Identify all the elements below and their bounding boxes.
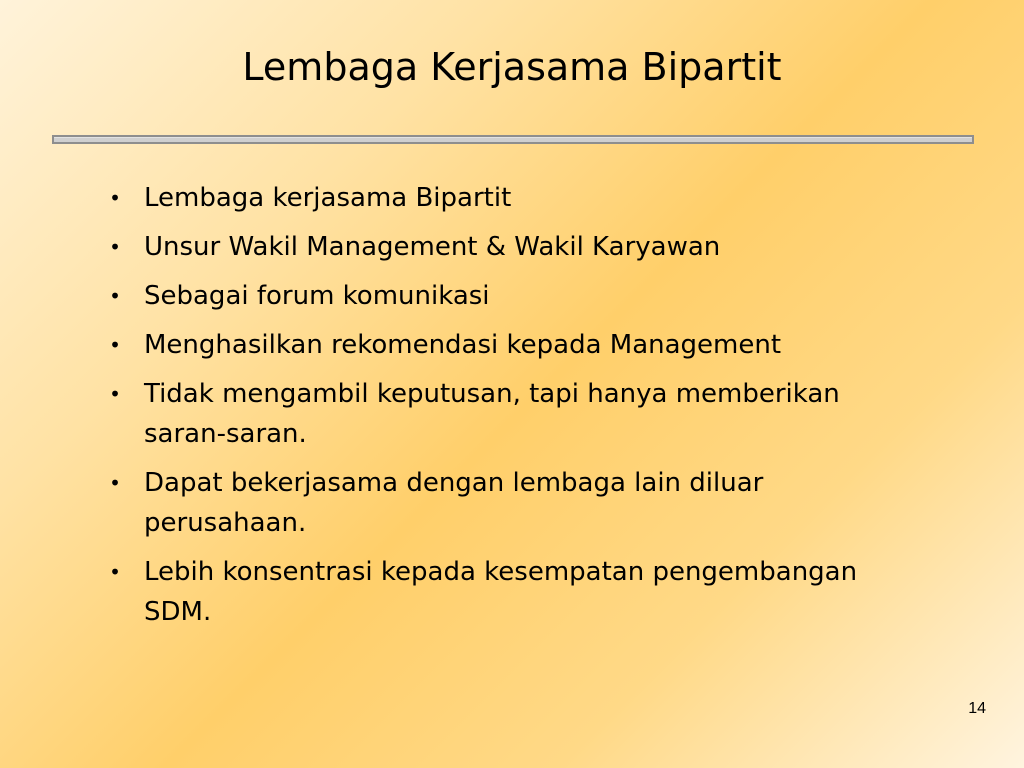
bullet-text: Lebih konsentrasi kepada kesempatan pengembangan SDM.	[144, 557, 858, 627]
bullet-list	[100, 178, 920, 641]
slide-title: Lembaga Kerjasama Bipartit	[242, 45, 782, 89]
bullet-icon: •	[109, 560, 121, 584]
bullet-text: Lembaga kerjasama Bipartit	[144, 183, 512, 213]
bullet-item	[100, 552, 920, 632]
title-divider	[52, 135, 974, 144]
bullet-icon: •	[109, 333, 121, 357]
bullet-icon: •	[109, 186, 121, 210]
bullet-item	[100, 276, 920, 316]
bullet-item	[100, 178, 920, 218]
bullet-icon: •	[109, 235, 121, 259]
bullet-item	[100, 325, 920, 365]
bullet-text: Sebagai forum komunikasi	[144, 281, 490, 311]
bullet-icon: •	[109, 471, 121, 495]
bullet-item	[100, 463, 920, 543]
bullet-text: Menghasilkan rekomendasi kepada Management	[144, 330, 782, 360]
bullet-item	[100, 374, 920, 454]
bullet-item	[100, 227, 920, 267]
bullet-icon: •	[109, 284, 121, 308]
bullet-text: Tidak mengambil keputusan, tapi hanya memberikan saran-saran.	[144, 379, 840, 449]
bullet-text: Dapat bekerjasama dengan lembaga lain diluar perusahaan.	[144, 468, 764, 538]
bullet-text: Unsur Wakil Management & Wakil Karyawan	[144, 232, 721, 262]
page-number: 14	[968, 700, 986, 717]
bullet-icon: •	[109, 382, 121, 406]
